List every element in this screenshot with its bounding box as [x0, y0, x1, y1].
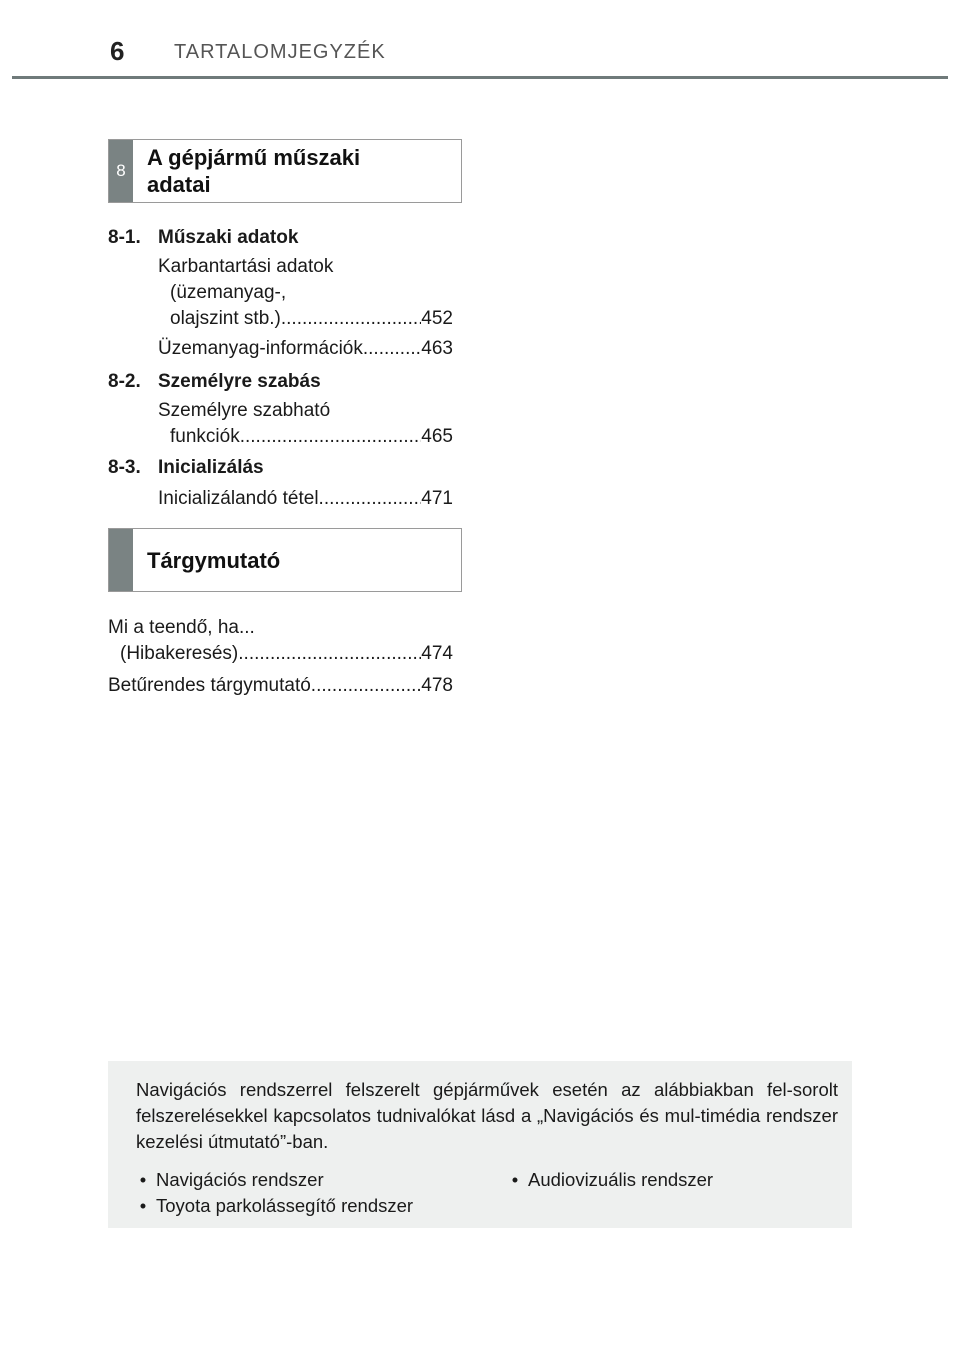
chapter-8-heading: [108, 139, 462, 203]
chapter-tab: 8: [109, 140, 133, 202]
entry-line: Mi a teendő, ha...: [108, 617, 255, 638]
header-rule: [12, 76, 948, 79]
bullet-list-left: [130, 1167, 413, 1219]
chapter-title-line: A gépjármű műszaki: [147, 145, 361, 170]
dot-leader: [240, 424, 422, 450]
bullet-text: Toyota parkolássegítő rendszer: [156, 1195, 414, 1216]
dot-leader: [311, 673, 422, 699]
page-ref: 465: [421, 426, 453, 447]
bullet-item: [130, 1167, 413, 1193]
dot-leader: [319, 486, 422, 512]
toc-entry[interactable]: [158, 336, 453, 362]
page-ref: 474: [421, 643, 453, 664]
section-title: Műszaki adatok: [158, 227, 299, 248]
toc-entry[interactable]: [158, 486, 453, 512]
bullet-item: [130, 1193, 413, 1219]
entry-line: (üzemanyag-,: [170, 282, 287, 303]
bullet-symbol: •: [139, 1169, 147, 1190]
entry-text: Betűrendes tárgymutató: [108, 675, 311, 696]
page-number: 6: [110, 36, 125, 66]
toc-entry[interactable]: [158, 398, 453, 450]
section-number: 8-2.: [108, 371, 141, 392]
entry-row: [158, 306, 453, 332]
toc-section-8-2[interactable]: [108, 368, 453, 396]
entry-line: Karbantartási adatok: [158, 256, 334, 277]
entry-line: Személyre szabható: [158, 400, 331, 421]
note-text: Navigációs rendszerrel felszerelt gépjárművek esetén az alábbiakban fel-sorolt felszerelésekkel kapcsolatos tudnivalókat lásd a „Navigációs és mul-timédia rendszer kezelési útmutató”-ban.: [136, 1079, 838, 1152]
toc-entry[interactable]: [158, 254, 453, 332]
entry-text: (Hibakeresés): [120, 643, 239, 664]
bullet-item: [502, 1167, 713, 1193]
section-title: Inicializálás: [158, 457, 264, 478]
bullet-symbol: •: [139, 1195, 147, 1216]
entry-row: [158, 424, 453, 450]
bullet-symbol: •: [511, 1169, 519, 1190]
entry-row: [158, 336, 453, 362]
page-ref: 463: [421, 338, 453, 359]
toc-entry[interactable]: [108, 615, 453, 667]
running-title: TARTALOMJEGYZÉK: [174, 41, 386, 63]
entry-text: funkciók: [170, 426, 240, 447]
page-ref: 452: [421, 308, 453, 329]
chapter-title-line: adatai: [147, 172, 211, 197]
index-heading: [108, 528, 462, 592]
toc-entry[interactable]: [108, 673, 453, 699]
page-ref: 478: [421, 675, 453, 696]
entry-text: Inicializálandó tétel: [158, 488, 319, 509]
page-ref: 471: [421, 488, 453, 509]
entry-row: [108, 641, 453, 667]
entry-row: [158, 486, 453, 512]
entry-text: olajszint stb.): [170, 308, 281, 329]
index-title: Tárgymutató: [147, 548, 281, 573]
entry-row: [108, 673, 453, 699]
page-header: [0, 0, 960, 80]
dot-leader: [363, 336, 421, 362]
entry-text: Üzemanyag-információk: [158, 338, 363, 359]
chapter-8-toc: [108, 224, 453, 512]
section-number: 8-3.: [108, 457, 141, 478]
dot-leader: [281, 306, 421, 332]
index-toc: [108, 615, 453, 699]
dot-leader: [238, 641, 421, 667]
section-number: 8-1.: [108, 227, 141, 248]
chapter-title: [147, 144, 447, 198]
toc-section-8-3[interactable]: [108, 454, 453, 482]
index-tab: [109, 529, 133, 591]
toc-section-8-1[interactable]: [108, 224, 453, 252]
section-title: Személyre szabás: [158, 371, 321, 392]
navigation-note: [108, 1061, 852, 1228]
bullet-text: Audiovizuális rendszer: [528, 1169, 714, 1190]
bullet-list-right: [502, 1167, 713, 1193]
bullet-text: Navigációs rendszer: [156, 1169, 324, 1190]
